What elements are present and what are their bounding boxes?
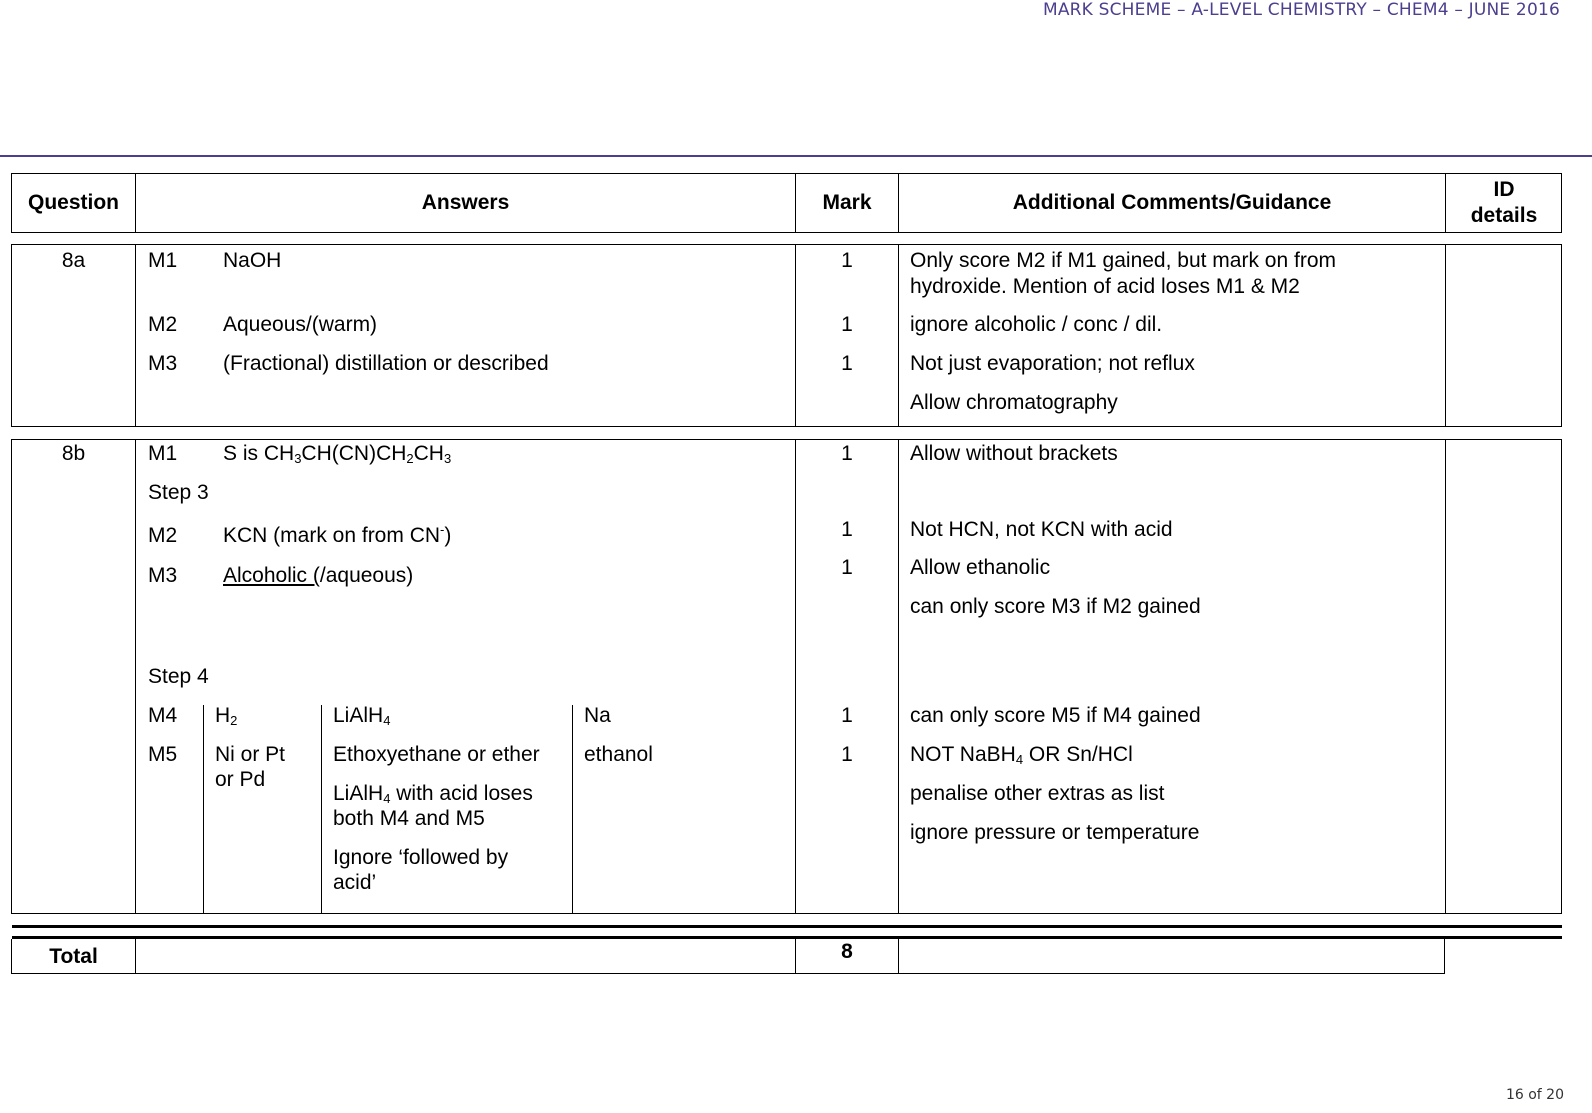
divider bbox=[572, 705, 573, 913]
answer-text: NaOH bbox=[223, 249, 282, 272]
comment-text: Only score M2 if M1 gained, but mark on from bbox=[910, 249, 1336, 272]
comment-text: ignore pressure or temperature bbox=[910, 821, 1200, 844]
comment-text: Not just evaporation; not reflux bbox=[910, 352, 1195, 375]
ignore-note: acid’ bbox=[333, 871, 377, 894]
question-number: 8b bbox=[61, 442, 86, 465]
header-question: Question bbox=[27, 191, 119, 214]
comment-text: Allow without brackets bbox=[910, 442, 1118, 465]
header-answers: Answers bbox=[421, 191, 510, 214]
divider bbox=[135, 939, 136, 973]
divider bbox=[898, 939, 899, 973]
mark-code: M2 bbox=[148, 313, 178, 336]
mark-code: M3 bbox=[148, 564, 178, 587]
page-number: 16 of 20 bbox=[1505, 1087, 1564, 1103]
total-label: Total bbox=[49, 945, 98, 968]
total-mark: 8 bbox=[841, 940, 853, 963]
answer-text: (Fractional) distillation or described bbox=[223, 352, 549, 375]
solvent-text: Ethoxyethane or ether bbox=[333, 743, 540, 766]
lialh4-note: both M4 and M5 bbox=[333, 807, 485, 830]
mark-value: 1 bbox=[841, 442, 853, 465]
mark-value: 1 bbox=[841, 518, 853, 541]
mark-value: 1 bbox=[841, 556, 853, 579]
header-divider bbox=[0, 155, 1592, 157]
ignore-note: Ignore ‘followed by bbox=[333, 846, 509, 869]
divider bbox=[795, 440, 796, 913]
question-8a-row bbox=[11, 244, 1562, 427]
reagent-h2: $H_2$ bbox=[215, 704, 238, 728]
question-number: 8a bbox=[61, 249, 86, 272]
divider bbox=[135, 245, 136, 426]
divider bbox=[135, 440, 136, 913]
total-divider-top bbox=[12, 925, 1562, 928]
divider bbox=[1445, 245, 1446, 426]
step-label: Step 3 bbox=[148, 481, 209, 504]
table-header-row bbox=[11, 173, 1562, 233]
total-row bbox=[11, 939, 1445, 974]
divider bbox=[898, 245, 899, 426]
comment-text: Not HCN, not KCN with acid bbox=[910, 518, 1173, 541]
mark-code: M3 bbox=[148, 352, 178, 375]
answer-text: Alcoholic (/aqueous) bbox=[223, 564, 414, 587]
question-8b-row bbox=[11, 439, 1562, 914]
mark-code: M1 bbox=[148, 442, 178, 465]
catalyst-text: Ni or Pt bbox=[215, 743, 286, 766]
answer-text: S is $CH_3CH(CN)CH_2CH_3$ bbox=[223, 442, 452, 466]
document-header-title: MARK SCHEME – A-LEVEL CHEMISTRY – CHEM4 – JUNE 2016 bbox=[1042, 0, 1560, 20]
lialh4-note: LiAlH$_4$ with acid loses bbox=[333, 782, 533, 806]
mark-value: 1 bbox=[841, 313, 853, 336]
mark-value: 1 bbox=[841, 704, 853, 727]
solvent-text: ethanol bbox=[584, 743, 653, 766]
mark-value: 1 bbox=[841, 352, 853, 375]
comment-text: Allow ethanolic bbox=[910, 556, 1051, 579]
header-id-line2: details bbox=[1470, 204, 1538, 227]
divider bbox=[898, 440, 899, 913]
header-comments: Additional Comments/Guidance bbox=[1012, 191, 1332, 214]
divider bbox=[203, 705, 204, 913]
answer-text: Aqueous/(warm) bbox=[223, 313, 378, 336]
comment-text: ignore alcoholic / conc / dil. bbox=[910, 313, 1163, 336]
reagent-lialh4: LiAlH$_4$ bbox=[333, 704, 391, 728]
comment-text: hydroxide. Mention of acid loses M1 & M2 bbox=[910, 275, 1300, 298]
catalyst-text: or Pd bbox=[215, 768, 266, 791]
mark-code: M4 bbox=[148, 704, 178, 727]
mark-code: M2 bbox=[148, 524, 178, 547]
comment-text: Allow chromatography bbox=[910, 391, 1118, 414]
mark-value: 1 bbox=[841, 743, 853, 766]
reagent-na: Na bbox=[584, 704, 611, 727]
answer-text: KCN (mark on from CN-) bbox=[223, 522, 452, 547]
comment-text: penalise other extras as list bbox=[910, 782, 1165, 805]
divider bbox=[321, 705, 322, 913]
comment-text: can only score M3 if M2 gained bbox=[910, 595, 1201, 618]
mark-code: M5 bbox=[148, 743, 178, 766]
header-mark: Mark bbox=[822, 191, 872, 214]
divider bbox=[1445, 440, 1446, 913]
comment-text: can only score M5 if M4 gained bbox=[910, 704, 1201, 727]
mark-code: M1 bbox=[148, 249, 178, 272]
header-id-line1: ID bbox=[1493, 178, 1515, 201]
step-label: Step 4 bbox=[148, 665, 209, 688]
mark-value: 1 bbox=[841, 249, 853, 272]
comment-text: NOT NaBH$_4$ OR Sn/HCl bbox=[910, 743, 1133, 767]
